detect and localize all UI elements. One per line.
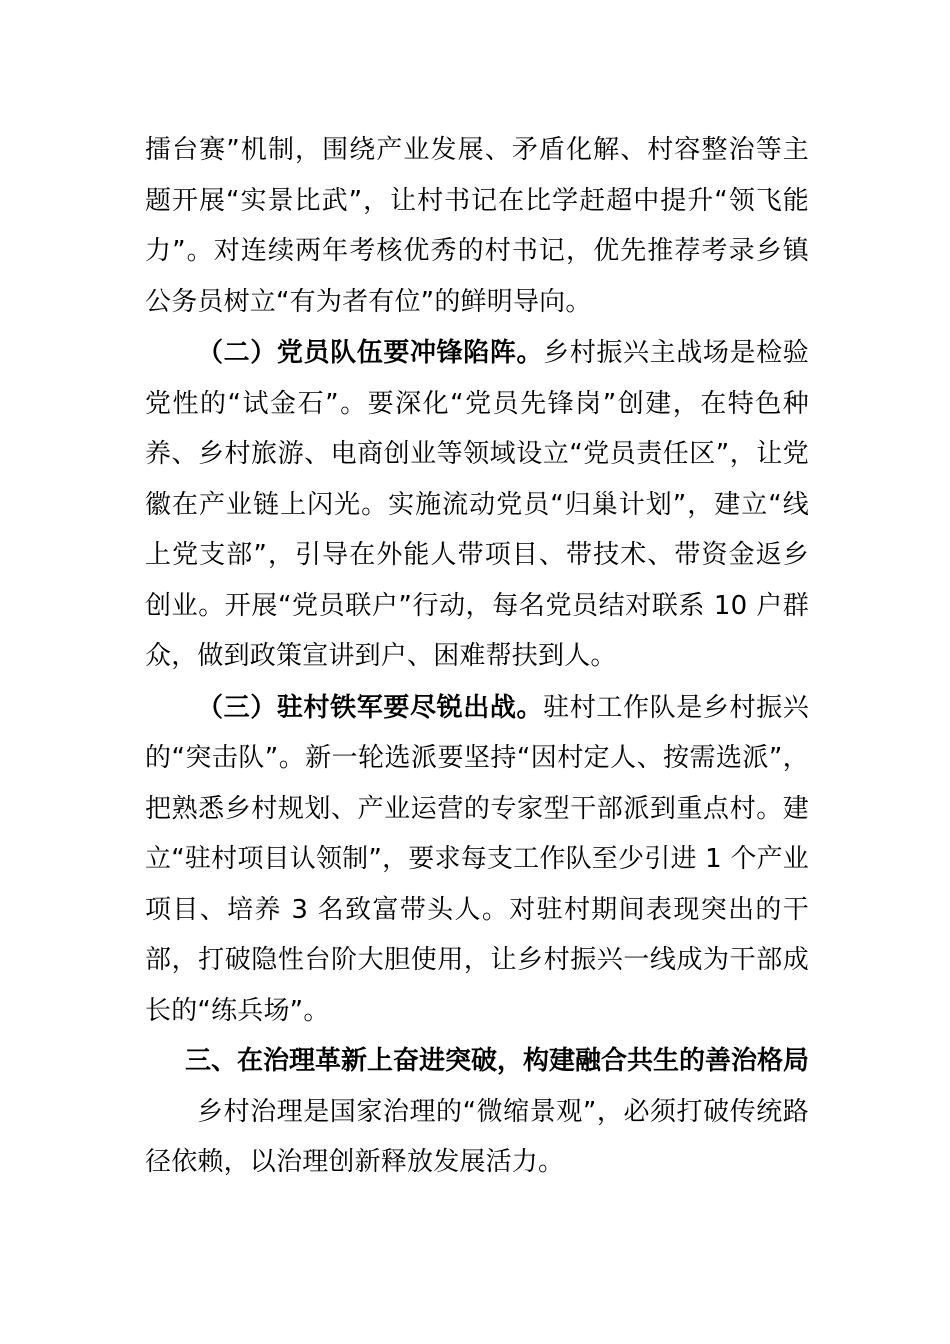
paragraph-lead-village-teams: （三）驻村铁军要尽锐出战。 (197, 692, 544, 723)
section-heading-3: 三、在治理革新上奋进突破，构建融合共生的善治格局 (185, 1046, 810, 1076)
paragraph-body-party-members: 乡村振兴主战场是检验党性的“试金石”。要深化“党员先锋岗”创建，在特色种养、乡村旅游、电商创业等领域设立“党员责任区”，让党徽在产业链上闪光。实施流动党员“归巢计划”，建立“线上党支部”，引导在外能人带项目、带技术、带资金返乡创业。开展“党员联户”行动，每名党员结对联系 10 户群众，做到政策宣讲到户、困难帮扶到人。 (145, 338, 809, 671)
paragraph-village-teams (145, 683, 809, 1037)
paragraph-governance-intro: 乡村治理是国家治理的“微缩景观”，必须打破传统路径依赖，以治理创新释放发展活力。 (145, 1096, 809, 1177)
document-body (145, 125, 809, 1188)
paragraph-lead-party-members: （二）党员队伍要冲锋陷阵。 (197, 338, 544, 368)
paragraph-party-members (145, 328, 809, 682)
paragraph-body-village-teams: 驻村工作队是乡村振兴的“突击队”。新一轮选派要坚持“因村定人、按需选派”，把熟悉乡村规划、产业运营的专家型干部派到重点村。建立“驻村项目认领制”，要求每支工作队至少引进 1 个产业项目、培养 3 名致富带头人。对驻村期间表现突出的干部，打破隐性台阶大胆使用，让乡村振兴一线成为干部成长的“练兵场”。 (145, 692, 809, 1026)
paragraph-continuation: 擂台赛”机制，围绕产业发展、矛盾化解、村容整治等主题开展“实景比武”，让村书记在比学赶超中提升“领飞能力”。对连续两年考核优秀的村书记，优先推荐考录乡镇公务员树立“有为者有位”的鲜明导向。 (145, 135, 809, 317)
